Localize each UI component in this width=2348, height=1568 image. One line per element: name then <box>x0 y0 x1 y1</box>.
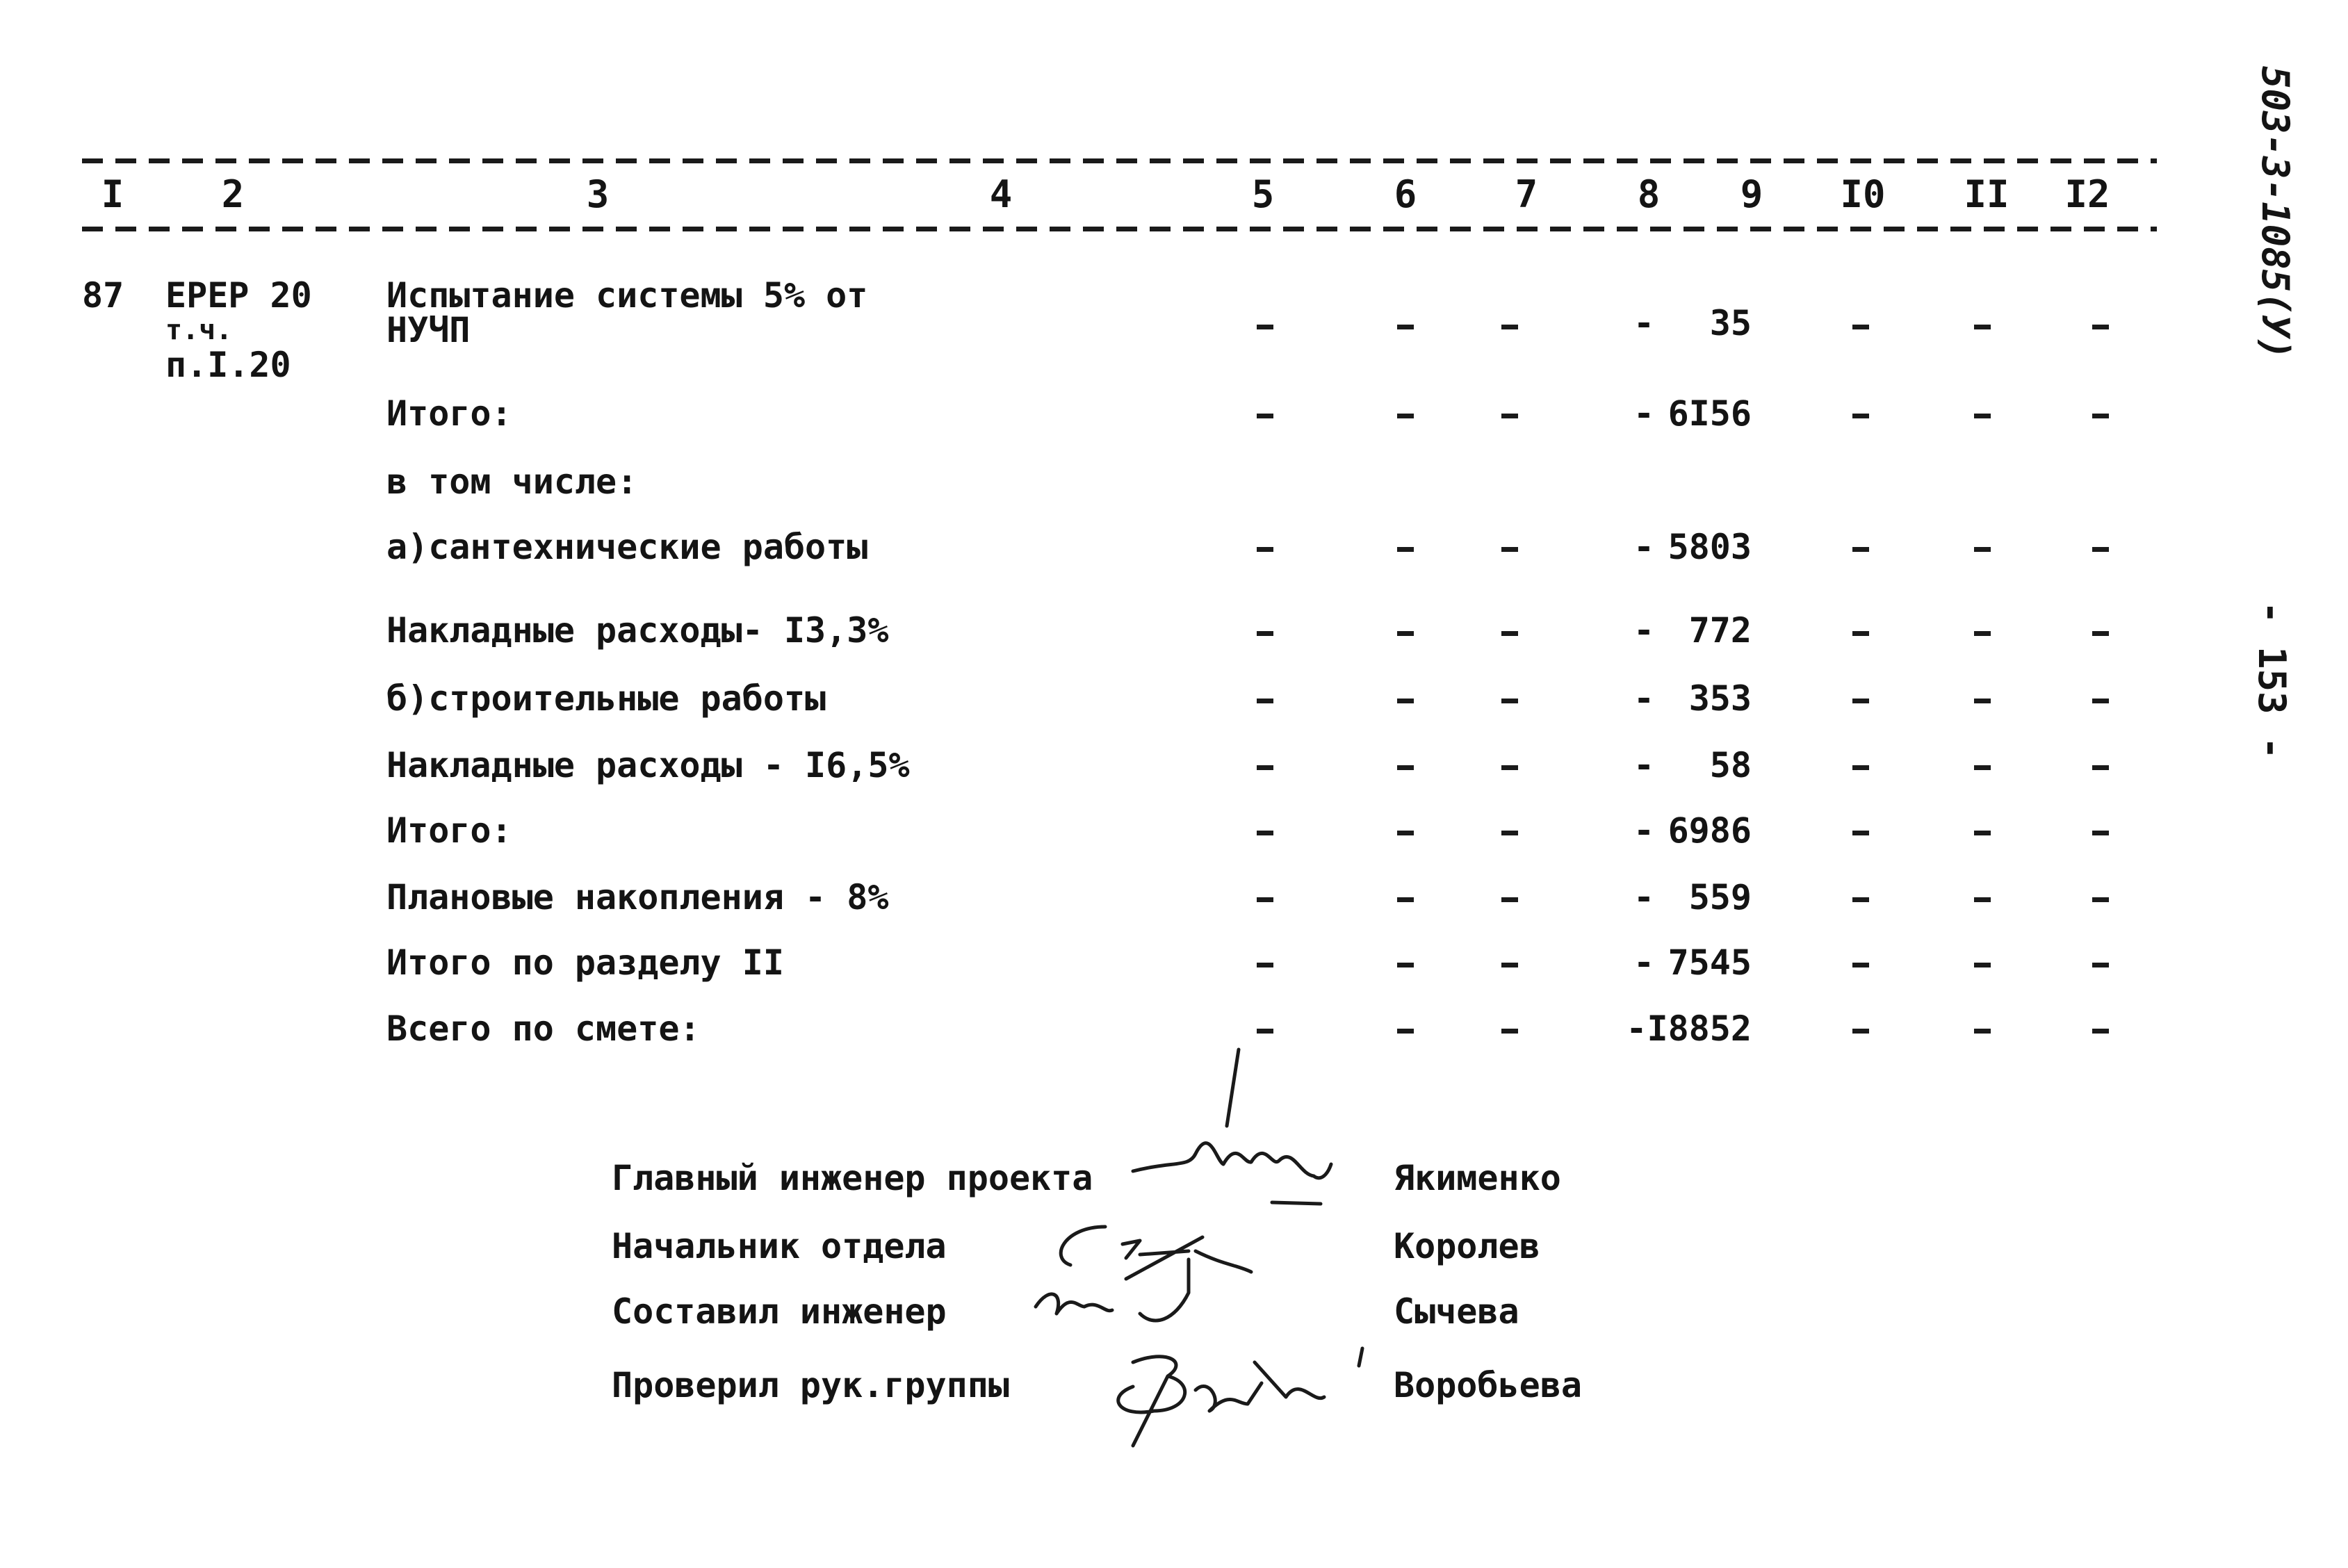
signature-korolev-icon <box>1022 1209 1355 1348</box>
row-col8: - <box>1633 745 1655 785</box>
empty-cell-dash <box>1397 414 1414 418</box>
row-desc: Плановые накопления - 8% <box>386 877 889 917</box>
empty-cell-dash <box>1974 765 1991 770</box>
row-col8: - <box>1633 678 1655 719</box>
row-col8: - <box>1633 942 1655 983</box>
signature-name: Сычева <box>1394 1291 1519 1332</box>
empty-cell-dash <box>1501 897 1518 902</box>
row-col8: - <box>1633 393 1655 434</box>
signature-role: Главный инженер проекта <box>612 1158 1093 1198</box>
entry-desc-line-1: Испытание системы 5% от <box>386 275 868 316</box>
row-col8: - <box>1633 610 1655 651</box>
document-code: 503-3-1085(У) <box>2253 66 2297 360</box>
empty-cell-dash <box>1852 414 1869 418</box>
signature-vorobeva-icon <box>1091 1334 1383 1460</box>
empty-cell-dash <box>1852 547 1869 552</box>
empty-cell-dash <box>2092 547 2109 552</box>
empty-cell-dash <box>1257 631 1273 636</box>
row-desc: Накладные расходы - I6,5% <box>386 745 910 785</box>
entry-desc-line-2: НУЧП <box>386 310 471 350</box>
empty-cell-dash <box>1257 831 1273 835</box>
empty-cell-dash <box>1397 963 1414 967</box>
signature-name: Воробьева <box>1394 1365 1582 1405</box>
empty-cell-dash <box>1852 631 1869 636</box>
header-top-rule <box>82 158 2157 163</box>
col-header-2: 2 <box>221 172 245 216</box>
col-header-5: 5 <box>1251 172 1275 216</box>
signature-role: Составил инженер <box>612 1291 947 1332</box>
empty-cell-dash <box>1257 699 1273 703</box>
empty-cell-dash <box>1974 631 1991 636</box>
col-header-8: 8 <box>1637 172 1661 216</box>
col-header-11: II <box>1964 172 2009 216</box>
col-header-1: I <box>101 172 124 216</box>
col-header-12: I2 <box>2064 172 2110 216</box>
row-desc: в том числе: <box>386 462 638 502</box>
row-col9: 6I56 <box>1668 393 1752 434</box>
empty-cell-dash <box>1397 547 1414 552</box>
empty-cell-dash <box>1974 963 1991 967</box>
empty-cell-dash <box>1852 897 1869 902</box>
row-desc: Всего по смете: <box>386 1008 701 1049</box>
empty-cell-dash <box>1974 897 1991 902</box>
row-col8: - <box>1633 303 1655 343</box>
empty-cell-dash <box>1501 699 1518 703</box>
empty-cell-dash <box>2092 631 2109 636</box>
row-col8: - <box>1633 810 1655 851</box>
row-desc: Итого: <box>386 393 512 434</box>
col-header-3: 3 <box>586 172 610 216</box>
empty-cell-dash <box>2092 1029 2109 1034</box>
empty-cell-dash <box>1852 699 1869 703</box>
empty-cell-dash <box>1257 414 1273 418</box>
empty-cell-dash <box>1974 414 1991 418</box>
signature-name: Королев <box>1394 1226 1540 1266</box>
empty-cell-dash <box>1974 831 1991 835</box>
empty-cell-dash <box>1974 1029 1991 1034</box>
empty-cell-dash <box>1397 897 1414 902</box>
empty-cell-dash <box>2092 414 2109 418</box>
row-col9: 5803 <box>1668 527 1752 567</box>
row-col8: - <box>1633 527 1655 567</box>
col-header-6: 6 <box>1394 172 1417 216</box>
signature-name: Якименко <box>1394 1158 1561 1198</box>
row-desc: Итого по разделу II <box>386 942 784 983</box>
empty-cell-dash <box>2092 831 2109 835</box>
row-col8: - <box>1633 877 1655 917</box>
row-col9: 772 <box>1688 610 1752 651</box>
col-header-7: 7 <box>1515 172 1538 216</box>
empty-cell-dash <box>1501 631 1518 636</box>
page-number: - 153 - <box>2250 601 2294 760</box>
empty-cell-dash <box>1974 547 1991 552</box>
empty-cell-dash <box>1257 547 1273 552</box>
empty-cell-dash <box>1501 831 1518 835</box>
signature-role: Начальник отдела <box>612 1226 947 1266</box>
col-header-9: 9 <box>1740 172 1763 216</box>
empty-cell-dash <box>1501 547 1518 552</box>
empty-cell-dash <box>1257 963 1273 967</box>
empty-cell-dash <box>2092 699 2109 703</box>
signature-yakimenko-icon <box>1112 1043 1390 1223</box>
empty-cell-dash <box>2092 963 2109 967</box>
empty-cell-dash <box>1852 765 1869 770</box>
entry-code-line-1: ЕРЕР 20 <box>165 275 312 316</box>
row-col9: -I8852 <box>1626 1008 1752 1049</box>
empty-cell-dash <box>1852 963 1869 967</box>
row-desc: б)строительные работы <box>386 678 826 719</box>
row-col9: 7545 <box>1668 942 1752 983</box>
empty-cell-dash <box>1397 1029 1414 1034</box>
empty-cell-dash <box>1974 699 1991 703</box>
empty-cell-dash <box>1257 1029 1273 1034</box>
empty-cell-dash <box>1397 631 1414 636</box>
empty-cell-dash <box>1397 831 1414 835</box>
entry-code-line-2: т.ч. <box>165 314 233 346</box>
empty-cell-dash <box>1257 765 1273 770</box>
empty-cell-dash <box>1501 1029 1518 1034</box>
header-bottom-rule <box>82 227 2157 231</box>
row-col9: 58 <box>1709 745 1752 785</box>
empty-cell-dash <box>1974 325 1991 329</box>
empty-cell-dash <box>1501 963 1518 967</box>
empty-cell-dash <box>1501 325 1518 329</box>
empty-cell-dash <box>1397 699 1414 703</box>
row-desc: Итого: <box>386 810 512 851</box>
empty-cell-dash <box>1397 765 1414 770</box>
empty-cell-dash <box>1852 1029 1869 1034</box>
empty-cell-dash <box>2092 897 2109 902</box>
empty-cell-dash <box>1257 897 1273 902</box>
row-desc: а)сантехнические работы <box>386 527 868 567</box>
empty-cell-dash <box>2092 325 2109 329</box>
empty-cell-dash <box>1397 325 1414 329</box>
entry-number: 87 <box>82 275 124 316</box>
row-col9: 559 <box>1688 877 1752 917</box>
row-col9: 6986 <box>1668 810 1752 851</box>
empty-cell-dash <box>1501 414 1518 418</box>
empty-cell-dash <box>1852 325 1869 329</box>
empty-cell-dash <box>2092 765 2109 770</box>
entry-code-line-3: п.I.20 <box>165 345 291 385</box>
empty-cell-dash <box>1501 765 1518 770</box>
row-desc: Накладные расходы- I3,3% <box>386 610 889 651</box>
empty-cell-dash <box>1852 831 1869 835</box>
col-header-4: 4 <box>989 172 1013 216</box>
signature-role: Проверил рук.группы <box>612 1365 1009 1405</box>
row-col9: 353 <box>1688 678 1752 719</box>
empty-cell-dash <box>1257 325 1273 329</box>
col-header-10: I0 <box>1840 172 1886 216</box>
row-col9: 35 <box>1709 303 1752 343</box>
